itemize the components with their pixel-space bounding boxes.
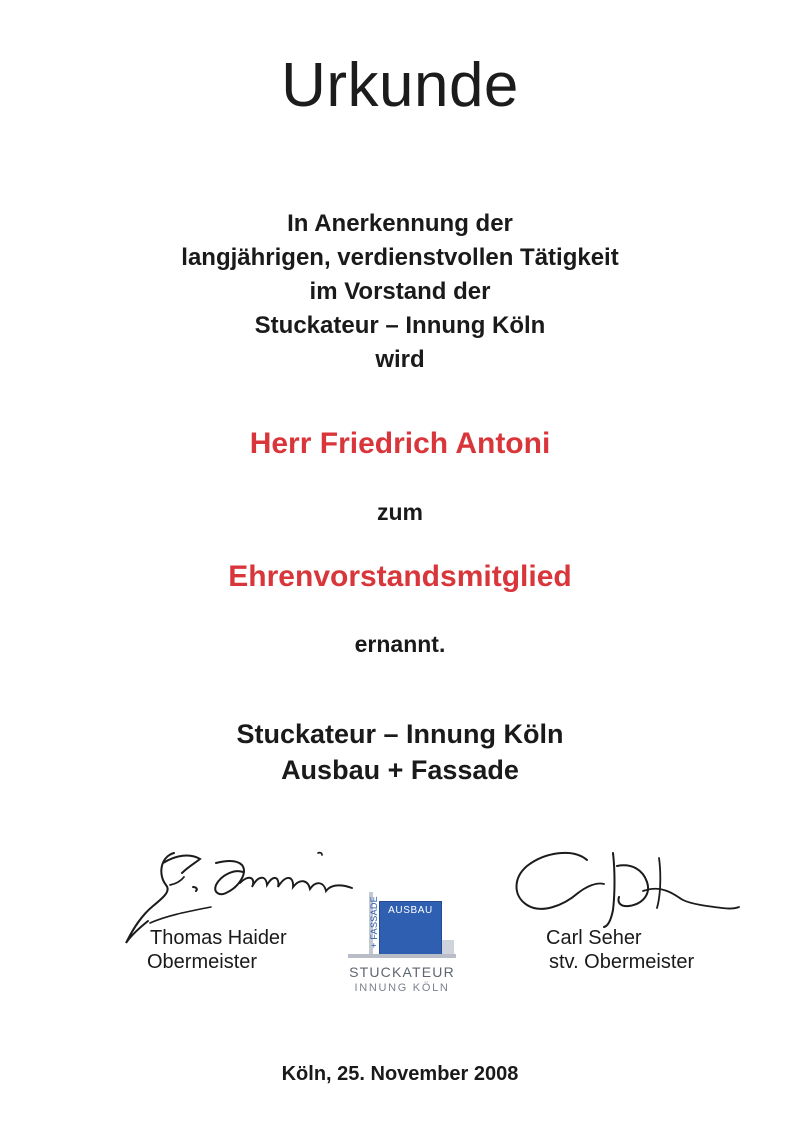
signer-role: Obermeister bbox=[147, 951, 258, 973]
logo-base-bar bbox=[348, 954, 456, 958]
recognition-line: Stuckateur – Innung Köln bbox=[254, 312, 546, 339]
logo-blue-block bbox=[379, 901, 442, 955]
recognition-line: im Vorstand der bbox=[309, 278, 491, 305]
guild-logo bbox=[342, 884, 462, 1002]
date-line: Köln, 25. November 2008 bbox=[281, 1063, 519, 1085]
recognition-line: wird bbox=[375, 346, 425, 373]
organization-block bbox=[0, 716, 800, 788]
organization-name: Stuckateur – Innung Köln bbox=[236, 719, 564, 749]
seher-signature-image bbox=[505, 848, 745, 928]
logo-name: STUCKATEUR bbox=[349, 964, 455, 980]
recognition-text bbox=[0, 207, 800, 377]
signer-name: Carl Seher bbox=[546, 927, 642, 949]
recognition-line: langjährigen, verdienstvollen Tätigkeit bbox=[181, 244, 619, 271]
recipient-name: Herr Friedrich Antoni bbox=[249, 427, 551, 460]
connector-text: zum bbox=[377, 499, 423, 525]
logo-block-label: AUSBAU bbox=[388, 905, 433, 916]
organization-division: Ausbau + Fassade bbox=[281, 755, 519, 785]
signer-block-seher bbox=[546, 926, 694, 974]
recognition-line: In Anerkennung der bbox=[287, 210, 513, 237]
certificate-title: Urkunde bbox=[281, 51, 519, 120]
signer-name: Thomas Haider bbox=[150, 927, 287, 949]
signer-block-haider bbox=[147, 926, 287, 974]
honor-title: Ehrenvorstandsmitglied bbox=[228, 560, 572, 593]
logo-vertical-label: + FASSADE bbox=[369, 896, 379, 948]
logo-city: INNUNG KÖLN bbox=[354, 982, 450, 994]
appointment-text: ernannt. bbox=[354, 631, 446, 657]
signer-role: stv. Obermeister bbox=[549, 951, 695, 973]
